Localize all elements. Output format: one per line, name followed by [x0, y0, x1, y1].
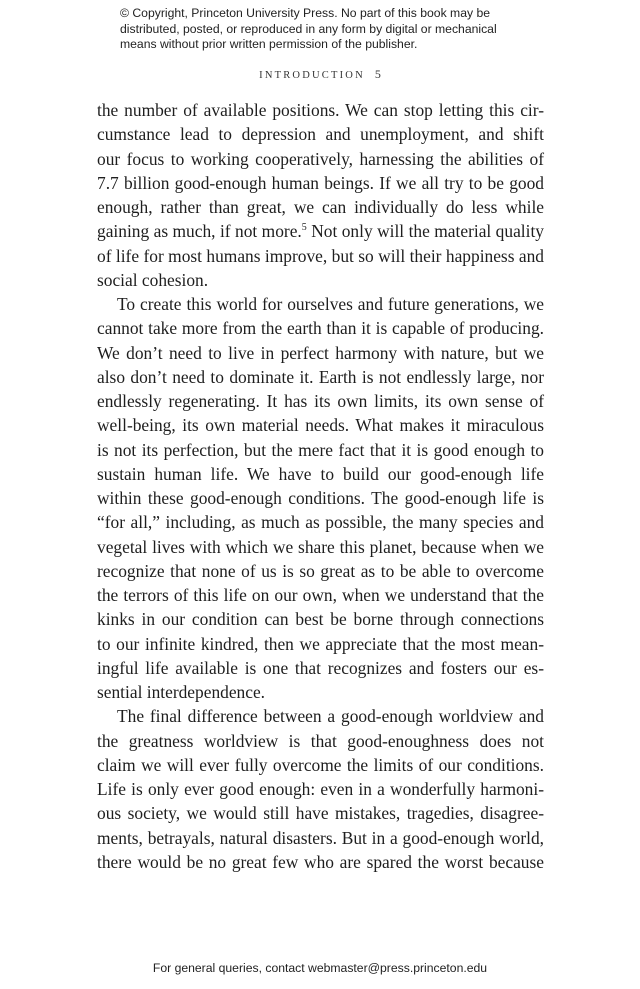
copyright-line: © Copyright, Princeton University Press. No part of this book may be	[120, 6, 491, 20]
copyright-line: means without prior written permission of the publisher.	[120, 37, 418, 51]
text-line-content: “for all,” including, as much as possible, the many species and	[97, 512, 544, 533]
text-line-content: To create this world for ourselves and future generations, we	[117, 294, 544, 314]
text-line-content: recognize that none of us is so great as to be able to overcome	[97, 560, 544, 581]
text-line	[97, 316, 544, 340]
text-line-content: ingful life available is one that recognizes and fosters our es-	[97, 657, 544, 678]
text-line	[97, 292, 544, 316]
text-line-content: 7.7 billion good-enough human beings. If we all try to be good	[97, 172, 544, 193]
text-line-content: ous society, we would still have mistakes, tragedies, disagree-	[97, 803, 544, 824]
text-line	[97, 122, 544, 146]
text-line	[97, 268, 544, 292]
text-line-content: enough, rather than great, we can individually do less while	[97, 197, 544, 217]
text-line-content: also don’t need to dominate it. Earth is not endlessly large, nor	[97, 366, 544, 387]
text-line-content: cumstance lead to depression and unemployment, and shift	[97, 124, 544, 145]
text-line-content: social cohesion.	[97, 269, 209, 290]
text-line	[97, 850, 544, 874]
text-line	[97, 680, 544, 704]
text-line	[97, 244, 544, 268]
text-line	[97, 729, 544, 753]
text-line	[97, 413, 544, 437]
text-line-content: endlessly regenerating. It has its own limits, its own sense of	[97, 391, 544, 411]
text-line	[97, 171, 544, 195]
text-line	[97, 777, 544, 801]
text-line	[97, 632, 544, 656]
text-line	[97, 147, 544, 171]
text-line	[97, 341, 544, 365]
footer-contact: For general queries, contact webmaster@press.princeton.edu	[152, 961, 488, 975]
text-line-content: within these good-enough conditions. The good-enough life is	[97, 488, 544, 508]
footnote-marker[interactable]: 5	[301, 222, 307, 234]
text-line-content: the greatness worldview is that good-enoughness does not	[97, 730, 544, 751]
text-line	[97, 656, 544, 680]
running-head-title: INTRODUCTION	[259, 70, 365, 81]
text-line-content: vegetal lives with which we share this planet, because when we	[97, 536, 544, 557]
text-line-content: sustain human life. We have to build our good-enough life	[97, 463, 544, 484]
text-line-content: gaining as much, if not more.	[97, 221, 302, 242]
text-line	[97, 753, 544, 777]
text-line-content: to our infinite kindred, then we appreciate that the most mean-	[97, 633, 544, 654]
text-line	[97, 219, 544, 243]
copyright-line: distributed, posted, or reproduced in any form by digital or mechanical	[120, 21, 497, 36]
text-line	[97, 583, 544, 607]
text-line-content: The final difference between a good-enough worldview and	[117, 706, 544, 727]
text-line-content: kinks in our condition can best be borne through connections	[97, 609, 544, 630]
text-line-content: there would be no great few who are spared the worst because	[97, 851, 544, 872]
text-line	[97, 365, 544, 389]
text-line-content: Life is only ever good enough: even in a wonderfully harmoni-	[97, 779, 544, 799]
text-line-content: Not only will the material quality	[306, 221, 544, 242]
text-line-content: sential interdependence.	[97, 682, 266, 702]
text-line	[97, 195, 544, 219]
running-head	[0, 67, 640, 82]
text-line-content: the terrors of this life on our own, when we understand that the	[97, 585, 544, 605]
text-line	[97, 438, 544, 462]
text-line	[97, 826, 544, 850]
page-number: 5	[374, 67, 381, 81]
text-line-content: of life for most humans improve, but so will their happiness and	[97, 245, 544, 266]
text-line-content: our focus to working cooperatively, harnessing the abilities of	[97, 148, 544, 169]
text-line	[97, 486, 544, 510]
text-line-content: well-being, its own material needs. What makes it miraculous	[97, 415, 544, 436]
text-line-content: We don’t need to live in perfect harmony with nature, but we	[97, 342, 544, 363]
text-line	[97, 704, 544, 728]
text-line	[97, 801, 544, 825]
text-line-content: is not its perfection, but the mere fact that it is good enough to	[97, 439, 544, 460]
text-line	[97, 462, 544, 486]
text-line	[97, 607, 544, 631]
text-line	[97, 389, 544, 413]
copyright-notice	[120, 6, 550, 53]
text-line	[97, 559, 544, 583]
text-line-content: claim we will ever fully overcome the limits of our conditions.	[97, 754, 544, 775]
text-line-content: cannot take more from the earth than it is capable of producing.	[97, 318, 544, 339]
text-line-content: ments, betrayals, natural disasters. But in a good-enough world,	[97, 827, 544, 848]
text-line-content: the number of available positions. We can stop letting this cir-	[97, 100, 544, 120]
body-text	[97, 98, 544, 874]
text-line	[97, 535, 544, 559]
text-line	[97, 98, 544, 122]
text-line	[97, 510, 544, 534]
